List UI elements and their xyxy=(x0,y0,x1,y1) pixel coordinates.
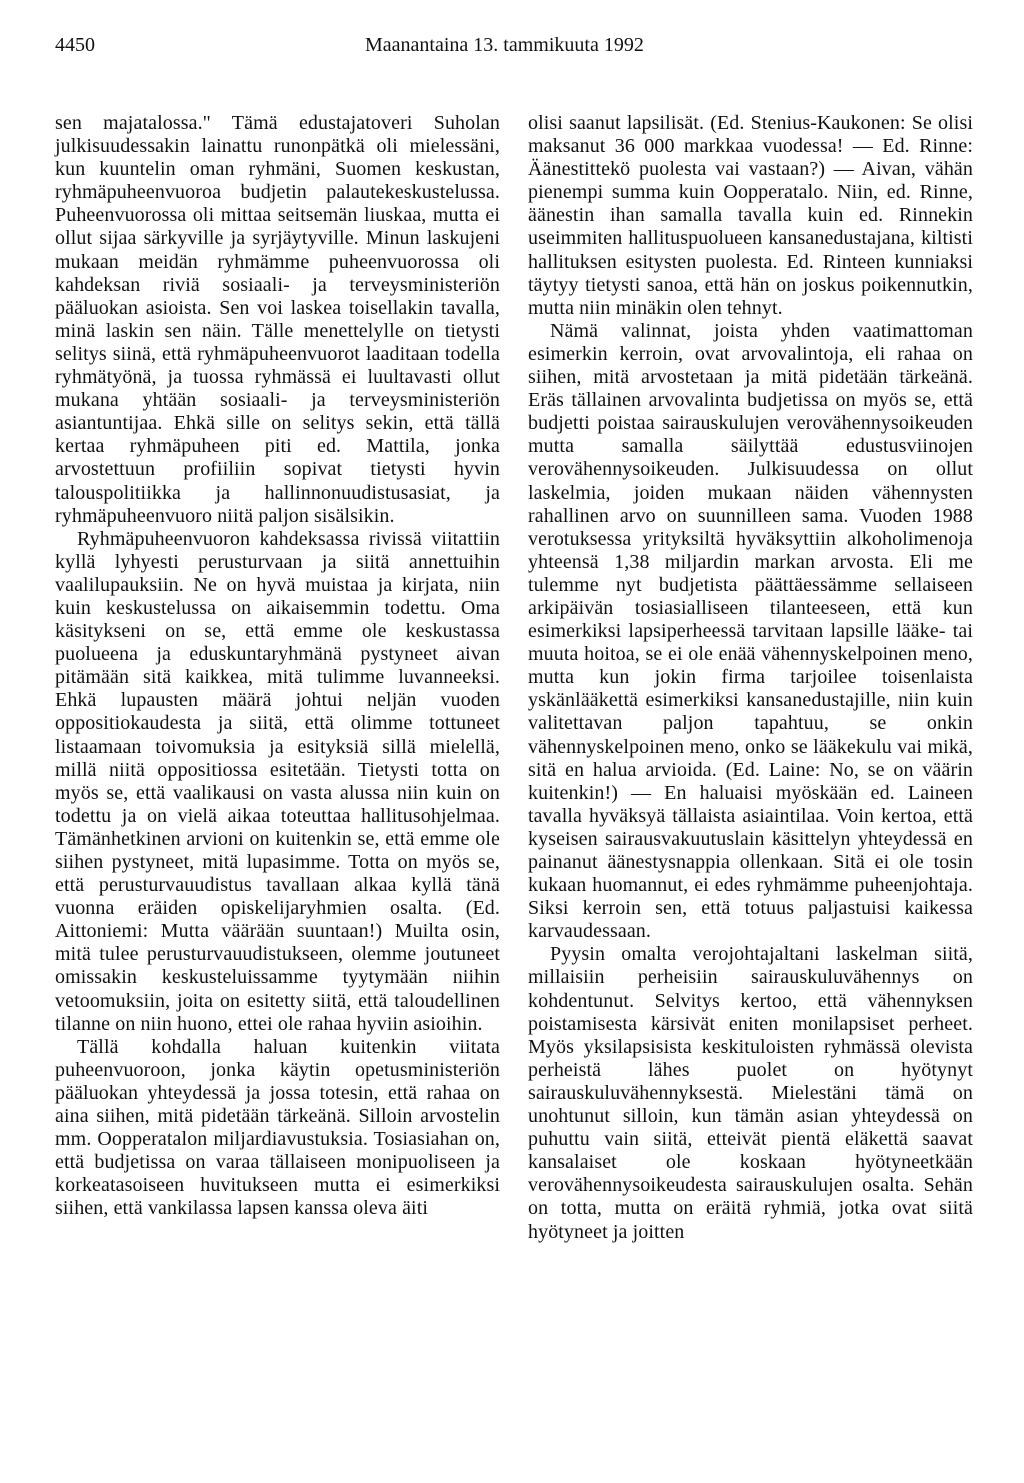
left-paragraph-2: Ryhmäpuheenvuoron kahdeksassa rivissä viitattiin kyllä lyhyesti perusturvaan ja siitä annettuihin vaalilupauksiin. Ne on hyvä muistaa ja kirjata, niin kuin keskustelussa on aikaisemmin todettu. Oma käsitykseni on se, että emme ole keskustassa puolueena ja eduskuntaryhmänä pystyneet aivan pitämään sitä kaikkea, mitä tulimme luvanneeksi. Ehkä lupausten määrä johtui neljän vuoden oppositiokaudesta ja siitä, että olimme tottuneet listaamaan toivomuksia ja esityksiä sillä mielellä, millä niitä oppositiossa esitetään. Tietysti totta on myös se, että vaalikausi on vasta alussa niin kuin on todettu ja on vielä aikaa toteuttaa hallitusohjelmaa. Tämänhetkinen arvioni on kuitenkin se, että emme ole siihen pystyneet, mitä lupasimme. Totta on myös se, että perusturvauudistus tavallaan alkaa kyllä tänä vuonna eräiden opiskelijaryhmien osalta. (Ed. Aittoniemi: Mutta väärään suuntaan!) Muilta osin, mitä tulee perusturvauudistukseen, olemme joutuneet omissakin keskusteluissamme tyytymään niihin vetoomuksiin, joita on esitetty siitä, että taloudellinen tilanne on niin huono, ettei ole rahaa hyviin asioihin. xyxy=(55,527,500,1035)
right-paragraph-2: Nämä valinnat, joista yhden vaatimattoman esimerkin kerroin, ovat arvovalintoja, eli rahaa on siihen, mitä arvostetaan ja mitä pidetään tärkeänä. Eräs tällainen arvovalinta budjetissa on myös se, että budjetti poistaa sairauskulujen verovähennysoikeuden mutta samalla säilyttää edustusviinojen verovähennysoikeuden. Julkisuudessa on ollut laskelmia, joiden mukaan näiden vähennysten rahallinen arvo on suunnilleen sama. Vuoden 1988 verotuksessa yrityksiltä hyväksyttiin alkoholimenoja yhteensä 1,38 miljardin markan arvosta. Eli me tulemme nyt budjetista päättäessämme sellaiseen arkipäivän tosiasialliseen tilanteeseen, että kun esimerkiksi lapsiperheessä tarvitaan lapsille lääke- tai muuta hoitoa, se ei ole enää vähennyskelpoinen meno, mutta kun jokin firma tarjoilee toisenlaista yskänlääkettä esimerkiksi kansanedustajille, niin kuin valitettavan paljon tapahtuu, se onkin vähennyskelpoinen meno, onko se lääkekulu vai mikä, sitä en halua arvioida. (Ed. Laine: No, se on väärin kuitenkin!) — En haluaisi myöskään ed. Laineen tavalla hyväksyä tällaista asiaintilaa. Voin kertoa, että kyseisen sairausvakuutuslain käsittelyn yhteydessä en painanut äänestysnappia ollenkaan. Sitä ei ole tosin kukaan huomannut, ei edes ryhmämme puheenjohtaja. Siksi kerroin sen, että totuus paljastuisi kaikessa karvaudessaan. xyxy=(528,319,973,943)
page-header xyxy=(55,34,955,64)
running-title: Maanantaina 13. tammikuuta 1992 xyxy=(365,34,644,56)
right-column xyxy=(528,112,973,1244)
page-number: 4450 xyxy=(55,34,95,56)
left-paragraph-3: Tällä kohdalla haluan kuitenkin viitata puheenvuoroon, jonka käytin opetusministeriön pääluokan yhteydessä ja jossa totesin, että rahaa on aina siihen, mitä pidetään tärkeänä. Silloin arvostelin mm. Oopperatalon miljardiavustuksia. Tosiasiahan on, että budjetissa on varaa tällaiseen monipuoliseen ja korkeatasoiseen huvitukseen mutta ei esimerkiksi siihen, että vankilassa lapsen kanssa oleva äiti xyxy=(55,1035,500,1220)
right-paragraph-1: olisi saanut lapsilisät. (Ed. Stenius-Kaukonen: Se olisi maksanut 36 000 markkaa vuodessa! — Ed. Rinne: Äänestittekö puolesta vai vastaan?) — Aivan, vähän pienempi summa kuin Oopperatalo. Niin, ed. Rinne, äänestin ihan samalla tavalla kuin ed. Rinnekin useimmiten hallituspuolueen kansanedustajana, kiltisti hallituksen esitysten puolesta. Ed. Rinteen kunniaksi täytyy tietysti sanoa, että hän on joskus poikennutkin, mutta niin minäkin olen tehnyt. xyxy=(528,112,973,319)
left-paragraph-1: sen majatalossa." Tämä edustajatoveri Suholan julkisuudessakin lainattu runonpätkä oli mielessäni, kun kuuntelin oman ryhmäni, Suomen keskustan, ryhmäpuheenvuoroa budjetin palautekeskustelussa. Puheenvuorossa oli mittaa seitsemän liuskaa, mutta ei ollut sijaa särkyville ja syrjäytyville. Minun laskujeni mukaan meidän ryhmämme puheenvuorossa oli kahdeksan riviä sosiaali- ja terveysministeriön pääluokan asioista. Sen voi laskea toisellakin tavalla, minä laskin sen näin. Tälle menettelylle on tietysti selitys siinä, että ryhmäpuheenvuorot laaditaan todella ryhmätyönä, ja tuossa ryhmässä ei luultavasti ollut mukana yhtään sosiaali- ja terveysministeriön asiantuntijaa. Ehkä sille on selitys sekin, että tällä kertaa ryhmäpuheen piti ed. Mattila, jonka arvostettuun profiiliin sopivat tietysti hyvin talouspolitiikka ja hallinnonuudistusasiat, ja ryhmäpuheenvuoro niitä paljon sisälsikin. xyxy=(55,112,500,527)
left-column xyxy=(55,112,500,1221)
right-paragraph-3: Pyysin omalta verojohtajaltani laskelman siitä, millaisiin perheisiin sairauskuluvähennys on kohdentunut. Selvitys kertoo, että vähennyksen poistamisesta kärsivät eniten monilapsiset perheet. Myös yksilapsisista keskituloisten ryhmässä olevista perheistä lähes puolet on hyötynyt sairauskuluvähennyksestä. Mielestäni tämä on unohtunut silloin, kun tämän asian yhteydessä on puhuttu vain siitä, etteivät pientä eläkettä saavat kansalaiset ole koskaan hyötyneetkään verovähennysoikeudesta sairauskulujen osalta. Sehän on totta, mutta on eräitä ryhmiä, jotka ovat siitä hyötyneet ja joitten xyxy=(528,943,973,1243)
